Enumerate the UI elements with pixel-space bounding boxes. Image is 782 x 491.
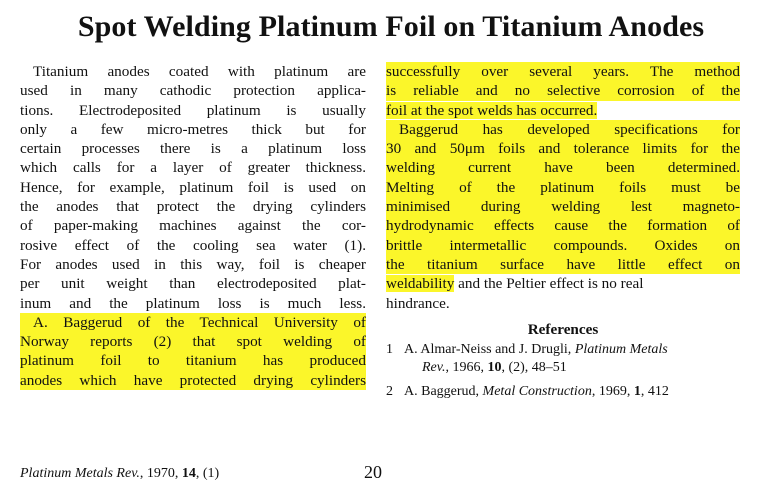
highlighted-line: 30 and 50μm foils and tolerance limits for the	[386, 140, 740, 158]
reference-volume: 10	[487, 359, 502, 375]
text-segment: and the Peltier effect is no real	[454, 275, 644, 293]
highlighted-line: is reliable and no selective corrosion of the	[386, 82, 740, 100]
footer-citation	[20, 466, 219, 482]
highlighted-line: platinum foil to titanium has produced	[20, 352, 366, 370]
left-column	[20, 62, 366, 390]
text-line: of paper-making machines against the cor-	[20, 217, 366, 235]
reference-item	[386, 383, 740, 401]
reference-pages: , 412	[640, 383, 669, 399]
highlighted-line: minimised during welding lest magneto-	[386, 198, 740, 216]
text-line: the anodes that protect the drying cylinders	[20, 198, 366, 216]
reference-journal-cont: Rev.	[422, 359, 446, 375]
right-column	[386, 62, 740, 401]
reference-pages: , (2), 48–51	[501, 359, 567, 375]
text-line: hindrance.	[386, 294, 450, 312]
text-line	[386, 274, 740, 293]
text-line: which calls for a layer of greater thickness.	[20, 159, 366, 177]
text-line: certain processes there is a platinum loss	[20, 140, 366, 158]
reference-continuation	[404, 359, 740, 377]
reference-number: 2	[386, 383, 393, 399]
article-title: Spot Welding Platinum Foil on Titanium Anodes	[77, 10, 705, 43]
text-line: Hence, for example, platinum foil is used on	[20, 178, 366, 196]
highlighted-line: Norway reports (2) that spot welding of	[20, 333, 366, 351]
footer-volume: 14	[181, 466, 196, 481]
reference-authors: A. Baggerud,	[404, 383, 483, 399]
text-line: rosive effect of the cooling sea water (1).	[20, 236, 366, 254]
text-line: used in many cathodic protection applica-	[20, 82, 366, 100]
highlighted-line: hydrodynamic effects cause the formation of	[386, 217, 740, 235]
footer-year: , 1970,	[139, 466, 182, 481]
highlighted-line: Melting of the platinum foils must be	[386, 178, 740, 196]
text-line: per unit weight than electrodeposited plat-	[20, 275, 366, 293]
highlighted-line: brittle intermetallic compounds. Oxides on	[386, 236, 740, 254]
reference-journal: Metal Construction	[482, 383, 592, 399]
reference-year: , 1969,	[591, 383, 634, 399]
highlighted-line: anodes which have protected drying cylinders	[20, 371, 366, 389]
text-line: only a few micro-metres thick but for	[20, 120, 366, 138]
highlighted-text: foil at the spot welds has occurred.	[386, 101, 598, 119]
highlighted-line: successfully over several years. The method	[386, 63, 740, 80]
text-line: Titanium anodes coated with platinum are	[33, 63, 366, 80]
highlighted-line: A. Baggerud of the Technical University of	[20, 313, 366, 332]
footer-issue: , (1)	[195, 466, 220, 481]
highlighted-line: welding current have been determined.	[386, 159, 740, 177]
reference-number: 1	[386, 341, 393, 357]
reference-year: , 1966,	[445, 359, 488, 375]
highlighted-text: weldability	[386, 275, 455, 293]
reference-item	[386, 341, 740, 377]
text-line: tions. Electrodeposited platinum is usually	[20, 101, 366, 119]
text-line: inum and the platinum loss is much less.	[20, 294, 366, 312]
text-line: For anodes used in this way, foil is cheaper	[20, 255, 366, 273]
page-number: 20	[364, 462, 382, 482]
references-heading: References	[527, 320, 599, 338]
reference-volume: 1	[633, 383, 641, 399]
reference-journal: Platinum Metals	[574, 341, 668, 357]
footer-journal: Platinum Metals Rev.	[20, 466, 140, 481]
highlighted-line: the titanium surface have little effect on	[386, 255, 740, 273]
highlighted-line: Baggerud has developed specifications for	[386, 120, 740, 139]
reference-authors: A. Almar-Neiss and J. Drugli,	[404, 341, 575, 357]
text-line	[386, 101, 740, 120]
